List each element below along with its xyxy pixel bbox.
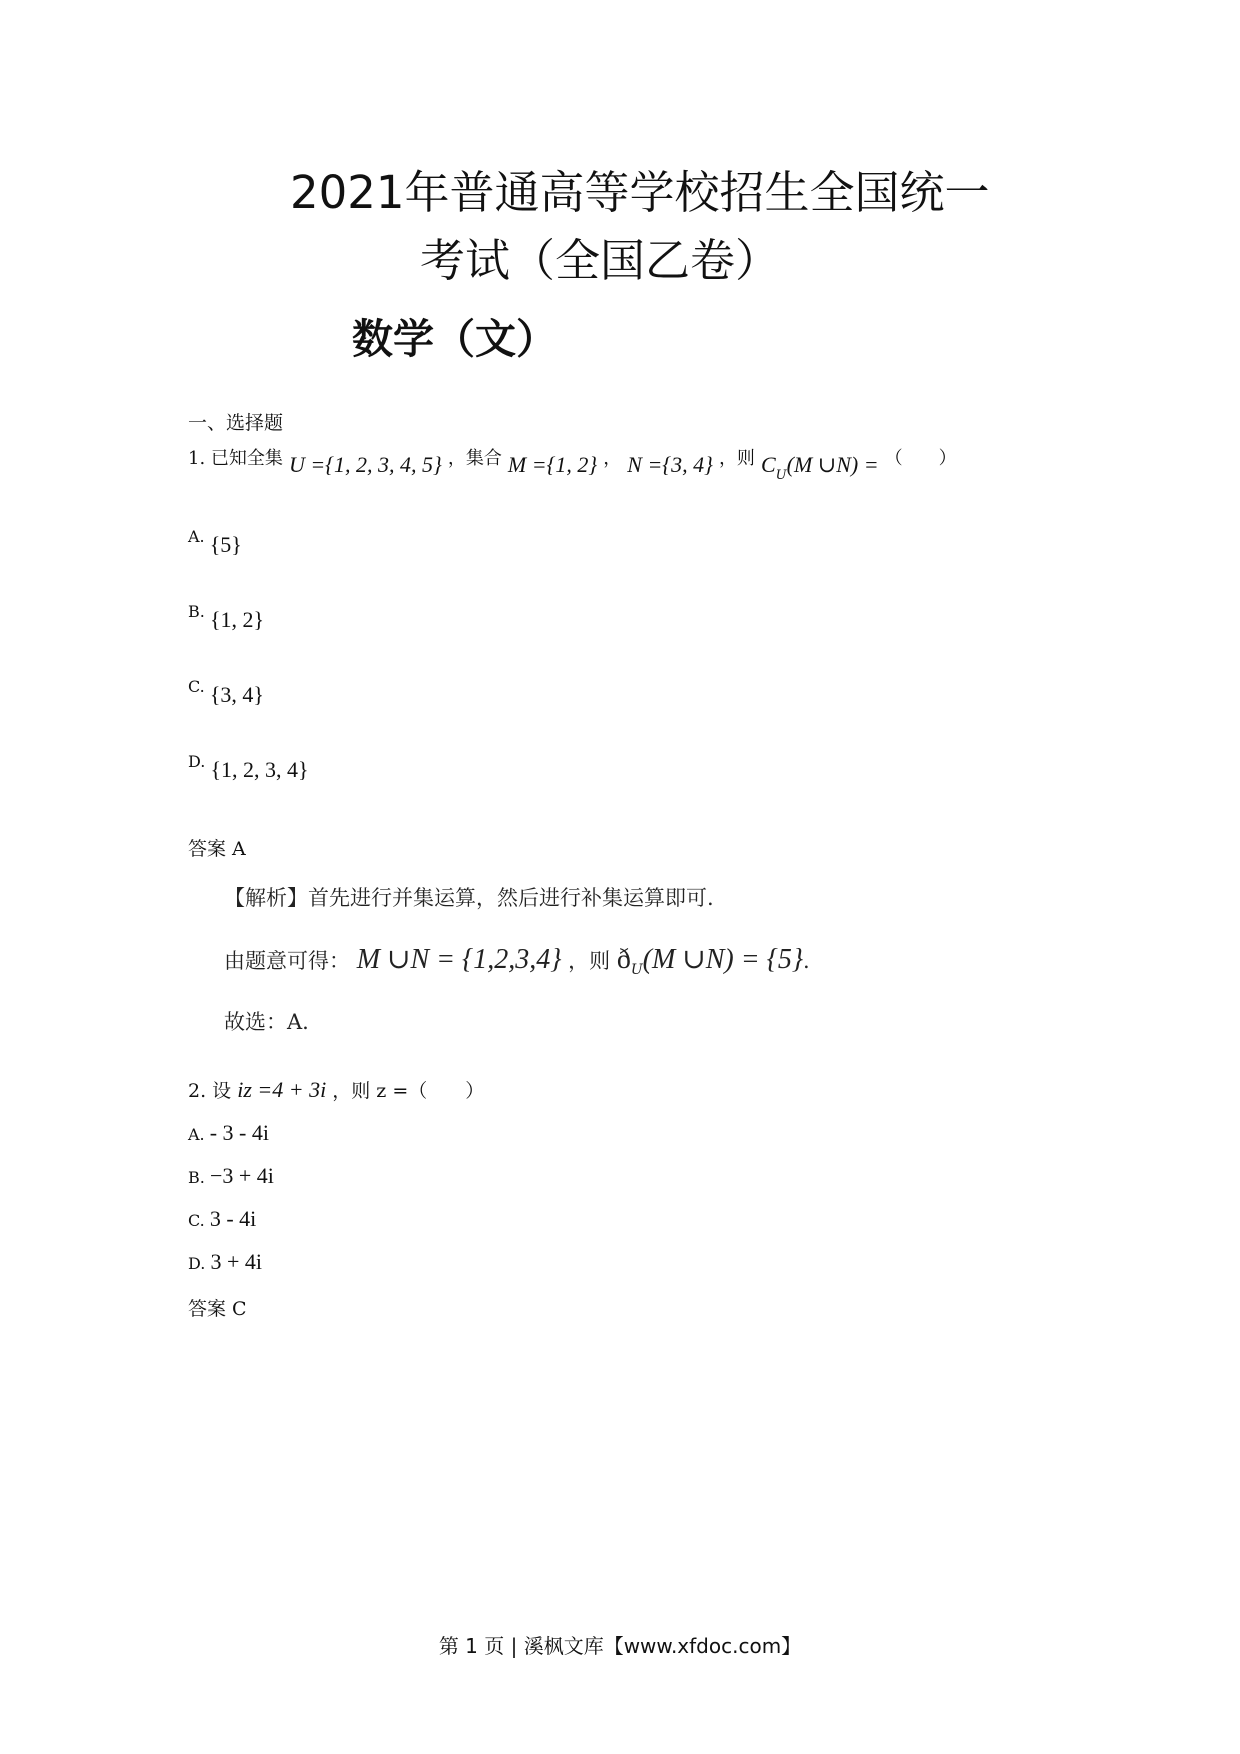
q1-paren: （ ） [884, 448, 957, 469]
q1-option-c [188, 677, 264, 708]
section-heading: 一、选择题 [188, 412, 284, 434]
question-2-stem [188, 1076, 484, 1103]
q2-option-b [188, 1163, 274, 1189]
q1-analysis-line-1: 【解析】首先进行并集运算，然后进行补集运算即可. [224, 886, 714, 910]
q2-option-c [188, 1206, 256, 1232]
q1-sep1: ，集合 [447, 448, 502, 469]
q1-sep2: ， [603, 448, 622, 469]
q1-set-m: M ={1, 2} [507, 452, 598, 477]
q1-analysis-line-2 [224, 942, 810, 976]
q1-sep3: ，则 [718, 448, 755, 469]
analysis-math-result: (M ∪N) = {5} [642, 944, 804, 975]
option-letter: D. [188, 752, 206, 771]
q1-expr-rest: (M ∪N) = [786, 452, 879, 477]
title-line-1: 2021年普通高等学校招生全国统一 [290, 166, 990, 219]
option-value: - 3 - 4i [209, 1120, 269, 1145]
analysis-prefix: 由题意可得： [224, 949, 350, 973]
option-value: −3 + 4i [209, 1163, 274, 1188]
option-letter: B. [188, 602, 205, 621]
q2-option-a [188, 1120, 269, 1146]
option-letter: A. [188, 527, 205, 546]
q1-set-u: U ={1, 2, 3, 4, 5} [288, 452, 442, 477]
option-letter: C. [188, 1211, 205, 1230]
analysis-complement-symbol: ð [616, 944, 631, 975]
q2-option-d [188, 1249, 262, 1275]
title-line-2: 考试（全国乙卷） [420, 234, 781, 287]
q1-expr-sub: U [775, 468, 787, 483]
q1-analysis-line-3: 故选：A. [224, 1010, 309, 1034]
question-1-stem [188, 448, 957, 483]
option-letter: A. [188, 1125, 205, 1144]
option-value: {3, 4} [209, 682, 264, 707]
analysis-end: . [803, 949, 810, 973]
option-value: 3 - 4i [209, 1206, 257, 1231]
option-value: {1, 2} [209, 607, 265, 632]
q1-expr-c: C [760, 452, 776, 477]
q1-option-a [188, 527, 242, 558]
analysis-math-union: M ∪N = {1,2,3,4} [356, 944, 562, 975]
q1-option-d [188, 752, 309, 783]
subtitle: 数学（文） [352, 315, 557, 363]
q1-set-n: N ={3, 4} [627, 452, 713, 477]
option-letter: D. [188, 1254, 206, 1273]
q1-option-b [188, 602, 265, 633]
option-letter: B. [188, 1168, 205, 1187]
q1-prefix: 1. 已知全集 [188, 448, 283, 469]
q2-expr: iz =4 + 3i [237, 1077, 327, 1102]
option-value: {1, 2, 3, 4} [210, 757, 309, 782]
q2-prefix: 2. 设 [188, 1080, 232, 1102]
q2-answer: 答案 C [188, 1298, 247, 1320]
option-value: 3 + 4i [210, 1249, 262, 1274]
option-value: {5} [209, 532, 242, 557]
page-footer: 第 1 页 | 溪枫文库【www.xfdoc.com】 [438, 1634, 802, 1658]
q2-mid: ，则 z =（ ） [332, 1080, 485, 1102]
analysis-mid: ，则 [568, 949, 611, 973]
option-letter: C. [188, 677, 205, 696]
analysis-sub: U [630, 962, 643, 978]
q1-answer: 答案 A [188, 838, 246, 860]
